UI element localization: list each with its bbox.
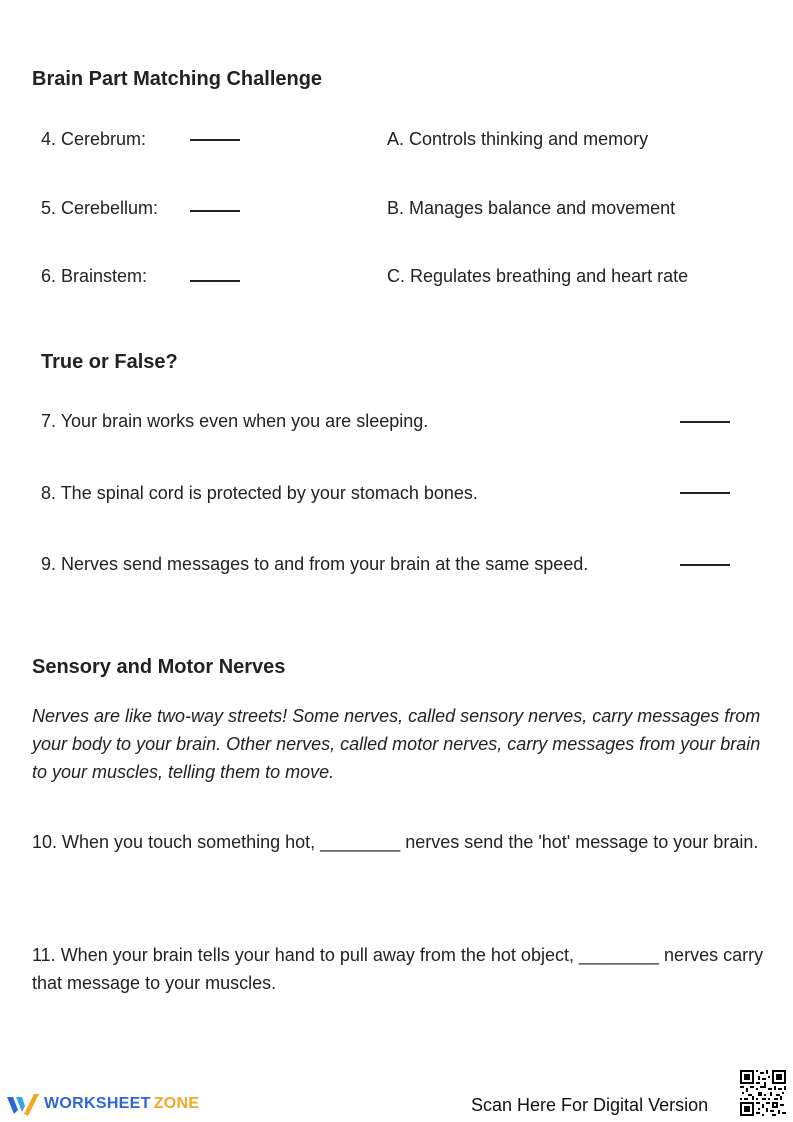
question-10: 10. When you touch something hot, ________ nerves send the 'hot' message to your brain. [32,832,759,852]
scan-label: Scan Here For Digital Version [471,1095,709,1115]
answer-blank-7[interactable] [680,421,730,423]
section-title-matching: Brain Part Matching Challenge [32,68,323,90]
answer-blank-6[interactable] [190,280,240,282]
answer-blank-5[interactable] [190,210,240,212]
matching-right-c: C. Regulates breathing and heart rate [387,266,689,286]
qr-code-icon[interactable] [740,1070,786,1116]
answer-blank-9[interactable] [680,564,730,566]
section-title-sensory: Sensory and Motor Nerves [32,656,286,678]
answer-blank-4[interactable] [190,139,240,141]
matching-left-4: 4. Cerebrum: [41,129,147,149]
logo-icon [6,1092,40,1116]
matching-right-b: B. Manages balance and movement [387,198,676,218]
matching-right-a: A. Controls thinking and memory [387,129,649,149]
true-false-item-9: 9. Nerves send messages to and from your brain at the same speed. [41,554,589,574]
matching-left-6: 6. Brainstem: [41,266,148,286]
matching-left-5: 5. Cerebellum: [41,198,159,218]
section-title-true-false: True or False? [41,351,178,373]
worksheet-zone-logo[interactable] [6,1092,199,1116]
answer-blank-8[interactable] [680,492,730,494]
true-false-item-7: 7. Your brain works even when you are sleeping. [41,411,429,431]
sensory-intro: Nerves are like two-way streets! Some nerves, called sensory nerves, carry messages from your body to your brain. Other nerves, called motor nerves, carry messages from your brain to your muscles, telling them to move. [32,706,761,782]
logo-text-worksheet: WORKSHEET [44,1095,151,1112]
question-11: 11. When your brain tells your hand to pull away from the hot object, ________ nerves carry that message to your muscles. [32,945,764,993]
true-false-item-8: 8. The spinal cord is protected by your stomach bones. [41,483,478,503]
logo-text-zone: ZONE [153,1095,200,1112]
